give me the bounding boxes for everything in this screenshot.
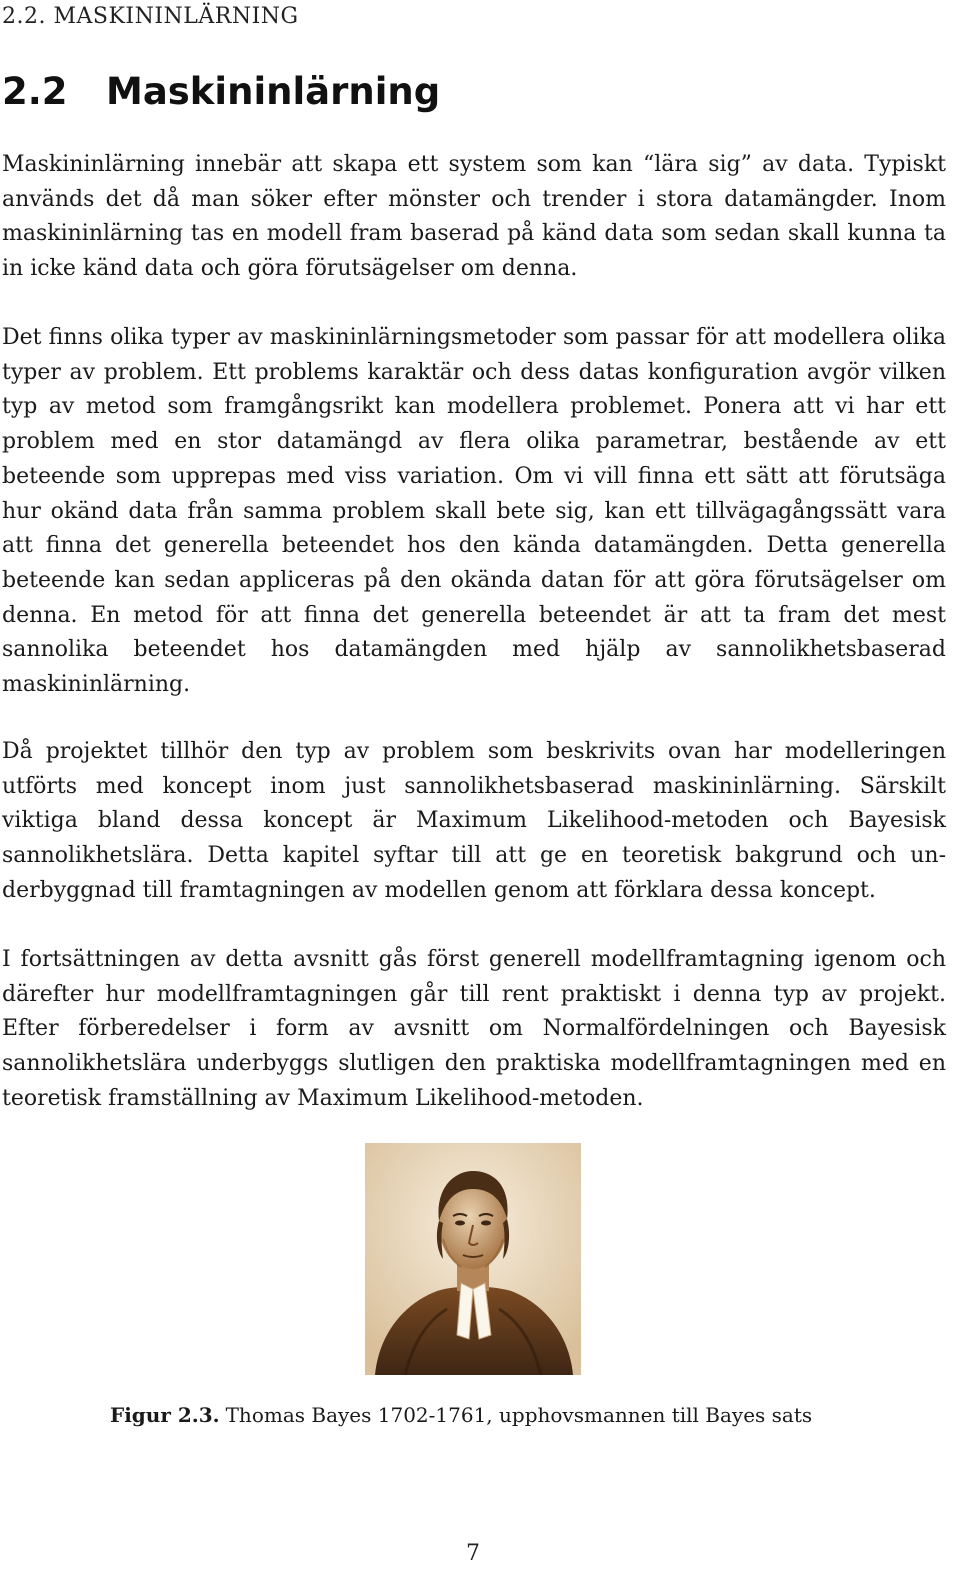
portrait-figure — [365, 1143, 581, 1375]
paragraph: Då projektet tillhör den typ av problem som beskrivits ovan har modelleringen utförts med koncept inom just sannolikhetsbaserad maskininlärning. Särskilt viktiga bland dessa koncept är Maximum Likelihood-metoden och Bayesisk sannolikhetslära. Detta kapitel syftar till att ge en teoretisk bakgrund och underbyggnad till framtagningen av modellen genom att förklara dessa koncept. — [2, 739, 946, 903]
portrait-image — [365, 1143, 581, 1375]
figure-label: Figur 2.3. — [110, 1403, 220, 1427]
figure-caption — [110, 1403, 812, 1427]
figure-caption-text: Thomas Bayes 1702-1761, upphovsmannen till Bayes sats — [225, 1403, 813, 1427]
section-number: 2.2 — [2, 70, 68, 113]
paragraph: Maskininlärning innebär att skapa ett system som kan “lära sig” av data. Typiskt används det då man söker efter mönster och trender i stora datamängder. Inom maskininlärning tas en modell fram baserad på känd data som sedan skall kunna ta in icke känd data och göra förutsägelser om denna. — [2, 152, 946, 282]
running-header: 2.2. MASKININLÄRNING — [2, 4, 299, 29]
page-number: 7 — [466, 1541, 480, 1566]
section-title: Maskininlärning — [106, 70, 441, 113]
paragraph: Det finns olika typer av maskininlärningsmetoder som passar för att modellera olika typer av problem. Ett problems karaktär och dess datas konfiguration avgör vilken typ av metod som framgångsrikt kan modellera problemet. Ponera att vi har ett problem med en stor datamängd av flera olika parametrar, bestående av ett beteende som upprepas med viss variation. Om vi vill finna ett sätt att förutsäga hur okänd data från samma problem skall bete sig, kan ett tillvägagångssätt vara att finna det generella beteendet hos den kända datamängden. Detta generella beteende kan sedan appliceras på den okända datan för att göra förutsägelser om denna. En metod för att finna det generella beteendet är att ta fram det mest sannolika beteendet hos datamängden med hjälp av sannolikhetsbaserad maskininlärning. — [2, 325, 946, 698]
paragraph: I fortsättningen av detta avsnitt gås först generell modellframtagning igenom och därefter hur modellframtagningen går till rent praktiskt i denna typ av projekt. Efter förberedelser i form av avsnitt om Normalfördelningen och Bayesisk sannolikhetslära underbyggs slutligen den praktiska modellframtagningen med en teoretisk framställning av Maximum Likelihood-metoden. — [2, 947, 946, 1111]
section-heading — [2, 70, 440, 113]
